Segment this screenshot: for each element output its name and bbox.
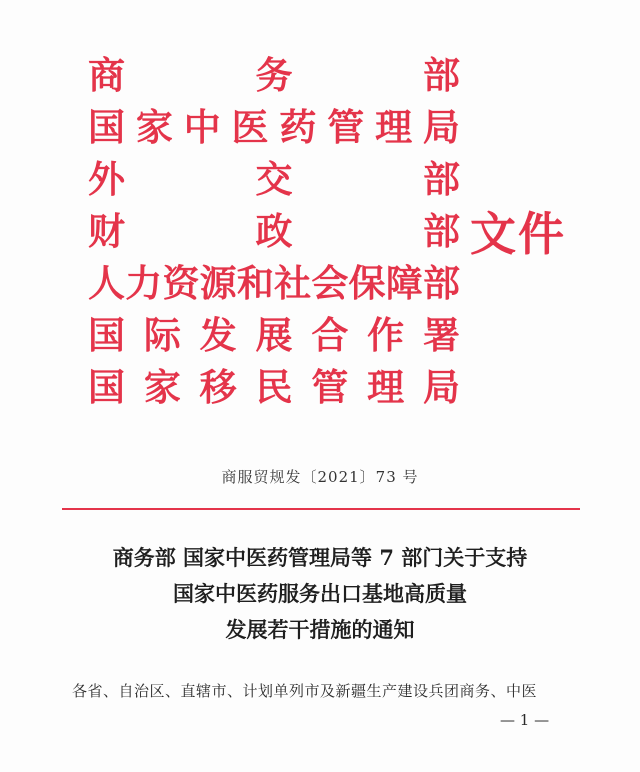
notice-title-line-2: 国家中医药服务出口基地高质量 (173, 581, 467, 606)
issuer-character: 交 (255, 158, 293, 201)
issuer-row (88, 50, 460, 102)
issuer-character: 药 (279, 106, 317, 149)
issuer-row (88, 362, 460, 414)
notice-title-line-3: 发展若干措施的通知 (225, 617, 415, 642)
issuer-character: 人 (88, 262, 125, 305)
issuer-character: 家 (143, 366, 181, 409)
issuer-character: 政 (255, 210, 293, 253)
issuer-character: 医 (231, 106, 269, 149)
issuer-character: 民 (255, 366, 293, 409)
issuing-authorities (88, 50, 460, 414)
issuer-character: 国 (88, 366, 125, 409)
issuer-character: 作 (367, 314, 405, 357)
document-number: 商服贸规发〔2021〕73 号 (221, 468, 419, 486)
issuer-character: 部 (423, 54, 460, 97)
issuer-character: 部 (423, 210, 460, 253)
issuer-row (88, 102, 460, 154)
issuer-character: 源 (199, 262, 237, 305)
issuer-character: 管 (327, 106, 365, 149)
issuer-row (88, 310, 460, 362)
issuer-character: 务 (255, 54, 293, 97)
issuer-character: 力 (125, 262, 163, 305)
issuer-character: 国 (88, 106, 125, 149)
document-type-word: 文件 (470, 207, 566, 261)
page-number: — 1 — (500, 711, 550, 729)
issuer-character: 局 (422, 366, 460, 409)
issuer-character: 展 (255, 314, 293, 357)
issuer-character: 社 (274, 262, 312, 305)
issuer-character: 合 (311, 314, 349, 357)
issuer-character: 移 (199, 366, 237, 409)
issuer-character: 资 (162, 262, 200, 305)
issuer-character: 署 (422, 314, 460, 357)
issuer-character: 家 (135, 106, 173, 149)
issuer-character: 发 (199, 314, 237, 357)
issuer-character: 部 (422, 262, 460, 305)
issuer-character: 局 (422, 106, 460, 149)
issuer-character: 国 (88, 314, 125, 357)
issuer-character: 部 (423, 158, 460, 201)
addressee-line: 各省、自治区、直辖市、计划单列市及新疆生产建设兵团商务、中医 (72, 682, 538, 700)
issuer-character: 商 (88, 54, 125, 97)
issuer-row (88, 206, 460, 258)
issuer-row (88, 154, 460, 206)
issuer-character: 障 (385, 262, 423, 305)
issuer-character: 际 (143, 314, 181, 357)
issuer-character: 理 (375, 106, 413, 149)
notice-title-line-1: 商务部 国家中医药管理局等 7 部门关于支持 (112, 545, 528, 570)
issuer-character: 理 (367, 366, 405, 409)
issuer-character: 会 (311, 262, 349, 305)
issuer-character: 管 (311, 366, 349, 409)
issuer-character: 中 (183, 106, 221, 149)
issuer-character: 外 (88, 158, 125, 201)
issuer-character: 和 (236, 262, 274, 305)
issuer-character: 财 (88, 210, 125, 253)
issuer-row (88, 258, 460, 310)
red-separator-line (62, 508, 580, 510)
issuer-character: 保 (348, 262, 386, 305)
